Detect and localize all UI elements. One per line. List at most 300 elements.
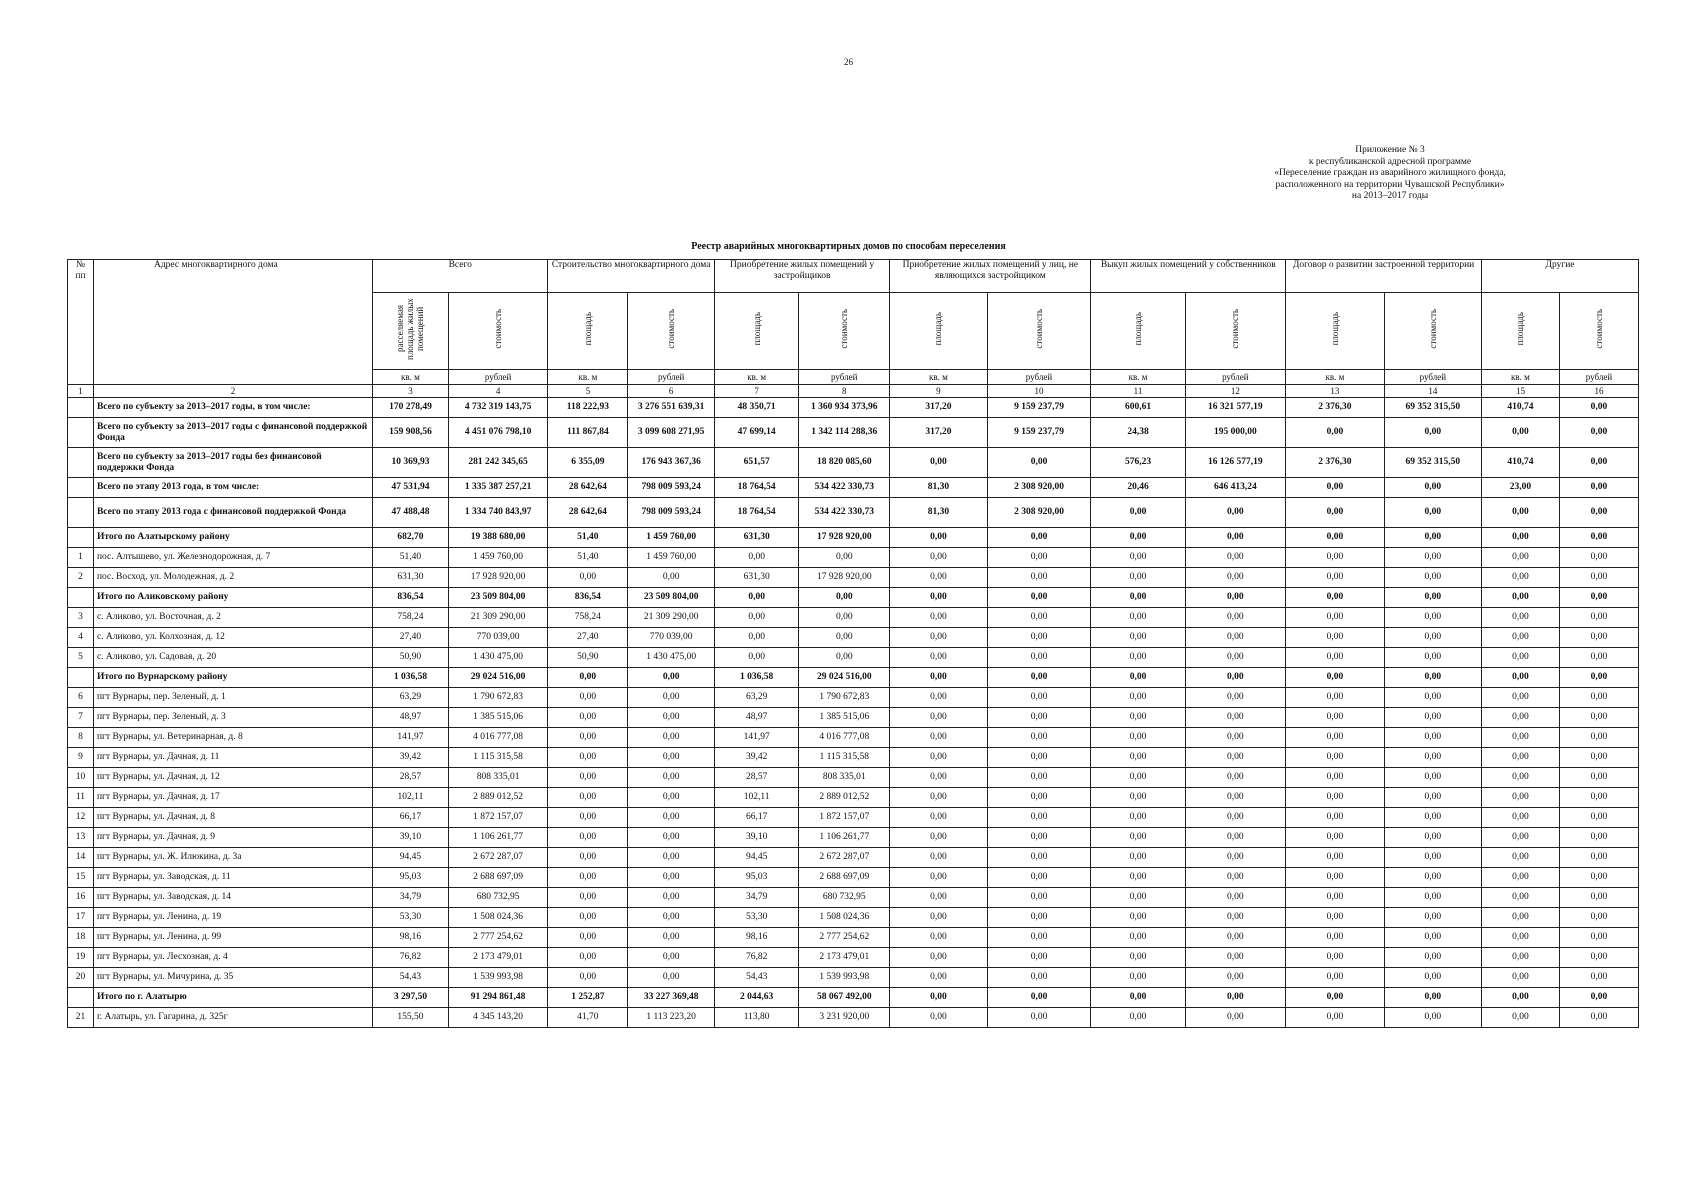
header-cost: стоимость <box>987 293 1091 370</box>
row-number: 6 <box>68 688 94 708</box>
cost-cell: 0,00 <box>628 948 715 968</box>
cost-cell: 69 352 315,50 <box>1384 448 1481 478</box>
cost-cell: 0,00 <box>987 588 1091 608</box>
cost-cell: 0,00 <box>1384 608 1481 628</box>
cost-cell: 1 430 475,00 <box>448 648 548 668</box>
area-cell: 2 044,63 <box>714 988 798 1008</box>
header-group-total: Всего <box>373 260 548 293</box>
registry-table <box>67 259 1639 1028</box>
cost-cell: 0,00 <box>987 968 1091 988</box>
cost-cell: 534 422 330,73 <box>799 478 890 498</box>
area-cell: 0,00 <box>548 728 628 748</box>
column-number: 12 <box>1185 385 1286 398</box>
area-cell: 51,40 <box>548 528 628 548</box>
area-cell: 48,97 <box>373 708 449 728</box>
total-row <box>68 588 1639 608</box>
cost-cell: 23 509 804,00 <box>628 588 715 608</box>
area-cell: 0,00 <box>1482 548 1560 568</box>
cost-cell: 0,00 <box>1559 588 1638 608</box>
area-cell: 102,11 <box>373 788 449 808</box>
address-cell: пгт Вурнары, ул. Дачная, д. 17 <box>93 788 372 808</box>
area-cell: 63,29 <box>373 688 449 708</box>
area-cell: 0,00 <box>1091 748 1185 768</box>
cost-cell: 0,00 <box>628 688 715 708</box>
area-cell: 0,00 <box>1286 1008 1384 1028</box>
area-cell: 20,46 <box>1091 478 1185 498</box>
cost-cell: 0,00 <box>1384 988 1481 1008</box>
row-number: 14 <box>68 848 94 868</box>
address-cell: с. Аликово, ул. Восточная, д. 2 <box>93 608 372 628</box>
row-number: 3 <box>68 608 94 628</box>
area-cell: 0,00 <box>1286 788 1384 808</box>
cost-cell: 0,00 <box>1559 548 1638 568</box>
cost-cell: 0,00 <box>1559 988 1638 1008</box>
row-number: 20 <box>68 968 94 988</box>
table-row <box>68 768 1639 788</box>
cost-cell: 0,00 <box>987 948 1091 968</box>
total-row <box>68 528 1639 548</box>
area-cell: 2 376,30 <box>1286 448 1384 478</box>
cost-cell: 0,00 <box>1384 548 1481 568</box>
cost-cell: 1 790 672,83 <box>799 688 890 708</box>
area-cell: 0,00 <box>1091 568 1185 588</box>
area-cell: 0,00 <box>714 628 798 648</box>
area-cell: 0,00 <box>1091 888 1185 908</box>
cost-cell: 21 309 290,00 <box>628 608 715 628</box>
row-number: 12 <box>68 808 94 828</box>
area-cell: 0,00 <box>1286 418 1384 448</box>
cost-cell: 0,00 <box>1384 1008 1481 1028</box>
cost-cell: 0,00 <box>1559 868 1638 888</box>
cost-cell: 0,00 <box>628 928 715 948</box>
area-cell: 0,00 <box>1091 808 1185 828</box>
unit-area: кв. м <box>1286 370 1384 385</box>
column-number: 10 <box>987 385 1091 398</box>
cost-cell: 9 159 237,79 <box>987 398 1091 418</box>
cost-cell: 0,00 <box>628 828 715 848</box>
cost-cell: 0,00 <box>1185 928 1286 948</box>
cost-cell: 2 173 479,01 <box>799 948 890 968</box>
unit-area: кв. м <box>1091 370 1185 385</box>
cost-cell: 0,00 <box>1384 478 1481 498</box>
address-cell: пгт Вурнары, ул. Ленина, д. 19 <box>93 908 372 928</box>
table-row <box>68 548 1639 568</box>
cost-cell: 0,00 <box>628 668 715 688</box>
area-cell: 0,00 <box>548 768 628 788</box>
area-cell: 0,00 <box>1482 868 1560 888</box>
area-cell: 0,00 <box>1286 568 1384 588</box>
area-cell: 34,79 <box>373 888 449 908</box>
address-cell: пгт Вурнары, пер. Зеленый, д. 3 <box>93 708 372 728</box>
cost-cell: 4 451 076 798,10 <box>448 418 548 448</box>
area-cell: 0,00 <box>1286 708 1384 728</box>
row-number: 11 <box>68 788 94 808</box>
area-cell: 0,00 <box>548 568 628 588</box>
cost-cell: 2 173 479,01 <box>448 948 548 968</box>
column-number: 8 <box>799 385 890 398</box>
cost-cell: 0,00 <box>628 888 715 908</box>
area-cell: 631,30 <box>714 568 798 588</box>
column-number: 11 <box>1091 385 1185 398</box>
area-cell: 0,00 <box>1091 988 1185 1008</box>
header-address: Адрес многоквартирного дома <box>93 260 372 385</box>
address-cell: Итого по Аликовскому району <box>93 588 372 608</box>
cost-cell: 0,00 <box>987 768 1091 788</box>
table-row <box>68 688 1639 708</box>
header-group-other: Другие <box>1482 260 1639 293</box>
table-row <box>68 1008 1639 1028</box>
cost-cell: 534 422 330,73 <box>799 498 890 528</box>
area-cell: 0,00 <box>1482 648 1560 668</box>
cost-cell: 0,00 <box>628 568 715 588</box>
area-cell: 0,00 <box>714 588 798 608</box>
column-number-row <box>68 385 1639 398</box>
area-cell: 41,70 <box>548 1008 628 1028</box>
area-cell: 66,17 <box>714 808 798 828</box>
area-cell: 1 036,58 <box>714 668 798 688</box>
cost-cell: 1 790 672,83 <box>448 688 548 708</box>
area-cell: 0,00 <box>890 648 987 668</box>
area-cell: 0,00 <box>548 968 628 988</box>
cost-cell: 16 321 577,19 <box>1185 398 1286 418</box>
area-cell: 0,00 <box>890 688 987 708</box>
cost-cell: 0,00 <box>1185 588 1286 608</box>
cost-cell: 0,00 <box>1185 828 1286 848</box>
area-cell: 53,30 <box>373 908 449 928</box>
header-area: площадь <box>1091 293 1185 370</box>
area-cell: 0,00 <box>1482 1008 1560 1028</box>
area-cell: 6 355,09 <box>548 448 628 478</box>
area-cell: 836,54 <box>373 588 449 608</box>
unit-area: кв. м <box>890 370 987 385</box>
area-cell: 0,00 <box>1286 608 1384 628</box>
cost-cell: 0,00 <box>1559 1008 1638 1028</box>
area-cell: 0,00 <box>1482 528 1560 548</box>
area-cell: 141,97 <box>373 728 449 748</box>
area-cell: 317,20 <box>890 398 987 418</box>
area-cell: 0,00 <box>890 908 987 928</box>
area-cell: 0,00 <box>1286 748 1384 768</box>
area-cell: 600,61 <box>1091 398 1185 418</box>
area-cell: 0,00 <box>890 568 987 588</box>
area-cell: 27,40 <box>373 628 449 648</box>
area-cell: 0,00 <box>1286 988 1384 1008</box>
cost-cell: 58 067 492,00 <box>799 988 890 1008</box>
area-cell: 0,00 <box>890 848 987 868</box>
cost-cell: 0,00 <box>1185 1008 1286 1028</box>
cost-cell: 0,00 <box>987 848 1091 868</box>
area-cell: 0,00 <box>890 668 987 688</box>
area-cell: 0,00 <box>1482 728 1560 748</box>
cost-cell: 0,00 <box>987 528 1091 548</box>
cost-cell: 0,00 <box>628 788 715 808</box>
cost-cell: 3 099 608 271,95 <box>628 418 715 448</box>
cost-cell: 0,00 <box>1384 498 1481 528</box>
header-cost: стоимость <box>1185 293 1286 370</box>
cost-cell: 1 539 993,98 <box>448 968 548 988</box>
area-cell: 758,24 <box>373 608 449 628</box>
cost-cell: 0,00 <box>1559 848 1638 868</box>
header-area: площадь <box>1286 293 1384 370</box>
area-cell: 0,00 <box>1091 548 1185 568</box>
cost-cell: 0,00 <box>1384 588 1481 608</box>
address-cell: пос. Алтышево, ул. Железнодорожная, д. 7 <box>93 548 372 568</box>
row-number: 21 <box>68 1008 94 1028</box>
area-cell: 98,16 <box>714 928 798 948</box>
cost-cell: 0,00 <box>1559 608 1638 628</box>
cost-cell: 0,00 <box>1559 968 1638 988</box>
area-cell: 0,00 <box>1286 528 1384 548</box>
cost-cell: 0,00 <box>628 968 715 988</box>
cost-cell: 69 352 315,50 <box>1384 398 1481 418</box>
cost-cell: 0,00 <box>1559 448 1638 478</box>
cost-cell: 0,00 <box>1185 688 1286 708</box>
cost-cell: 0,00 <box>628 868 715 888</box>
cost-cell: 808 335,01 <box>448 768 548 788</box>
area-cell: 0,00 <box>1482 498 1560 528</box>
area-cell: 51,40 <box>373 548 449 568</box>
area-cell: 0,00 <box>1482 848 1560 868</box>
unit-cost: рублей <box>799 370 890 385</box>
area-cell: 1 252,87 <box>548 988 628 1008</box>
row-number <box>68 498 94 528</box>
cost-cell: 0,00 <box>628 908 715 928</box>
row-number <box>68 448 94 478</box>
row-number: 15 <box>68 868 94 888</box>
area-cell: 0,00 <box>890 628 987 648</box>
area-cell: 0,00 <box>890 608 987 628</box>
cost-cell: 0,00 <box>1559 928 1638 948</box>
cost-cell: 1 508 024,36 <box>448 908 548 928</box>
address-cell: пос. Восход, ул. Молодежная, д. 2 <box>93 568 372 588</box>
cost-cell: 0,00 <box>1559 908 1638 928</box>
cost-cell: 0,00 <box>1559 498 1638 528</box>
area-cell: 94,45 <box>714 848 798 868</box>
area-cell: 0,00 <box>1482 418 1560 448</box>
area-cell: 0,00 <box>890 888 987 908</box>
cost-cell: 0,00 <box>799 608 890 628</box>
cost-cell: 0,00 <box>1384 948 1481 968</box>
row-number <box>68 668 94 688</box>
address-cell: пгт Вурнары, ул. Заводская, д. 11 <box>93 868 372 888</box>
area-cell: 0,00 <box>1091 498 1185 528</box>
cost-cell: 0,00 <box>1185 868 1286 888</box>
cost-cell: 0,00 <box>628 728 715 748</box>
area-cell: 0,00 <box>1286 808 1384 828</box>
area-cell: 48,97 <box>714 708 798 728</box>
area-cell: 0,00 <box>890 828 987 848</box>
area-cell: 0,00 <box>1091 948 1185 968</box>
area-cell: 0,00 <box>1482 828 1560 848</box>
column-number: 2 <box>93 385 372 398</box>
area-cell: 0,00 <box>1091 688 1185 708</box>
cost-cell: 646 413,24 <box>1185 478 1286 498</box>
area-cell: 3 297,50 <box>373 988 449 1008</box>
row-number <box>68 528 94 548</box>
column-number: 15 <box>1482 385 1560 398</box>
area-cell: 0,00 <box>1286 908 1384 928</box>
area-cell: 317,20 <box>890 418 987 448</box>
unit-cost: рублей <box>987 370 1091 385</box>
address-cell: пгт Вурнары, пер. Зеленый, д. 1 <box>93 688 372 708</box>
header-group-developers: Приобретение жилых помещений у застройщиков <box>714 260 889 293</box>
header-group-development-contract: Договор о развитии застроенной территории <box>1286 260 1482 293</box>
area-cell: 0,00 <box>548 688 628 708</box>
area-cell: 0,00 <box>548 808 628 828</box>
area-cell: 50,90 <box>373 648 449 668</box>
area-cell: 53,30 <box>714 908 798 928</box>
area-cell: 0,00 <box>1482 948 1560 968</box>
header-group-construction: Строительство многоквартирного дома <box>548 260 715 293</box>
area-cell: 631,30 <box>714 528 798 548</box>
cost-cell: 0,00 <box>987 728 1091 748</box>
area-cell: 0,00 <box>1091 668 1185 688</box>
table-row <box>68 848 1639 868</box>
cost-cell: 0,00 <box>1384 528 1481 548</box>
cost-cell: 0,00 <box>1559 788 1638 808</box>
cost-cell: 0,00 <box>987 788 1091 808</box>
cost-cell: 0,00 <box>799 548 890 568</box>
cost-cell: 0,00 <box>1185 668 1286 688</box>
area-cell: 0,00 <box>1286 688 1384 708</box>
area-cell: 27,40 <box>548 628 628 648</box>
area-cell: 0,00 <box>890 808 987 828</box>
cost-cell: 23 509 804,00 <box>448 588 548 608</box>
area-cell: 0,00 <box>1091 528 1185 548</box>
cost-cell: 17 928 920,00 <box>799 528 890 548</box>
area-cell: 0,00 <box>1482 708 1560 728</box>
area-cell: 0,00 <box>548 908 628 928</box>
cost-cell: 0,00 <box>1384 768 1481 788</box>
cost-cell: 4 016 777,08 <box>799 728 890 748</box>
area-cell: 170 278,49 <box>373 398 449 418</box>
cost-cell: 0,00 <box>1559 748 1638 768</box>
address-cell: Всего по субъекту за 2013–2017 годы без финансовой поддержки Фонда <box>93 448 372 478</box>
area-cell: 24,38 <box>1091 418 1185 448</box>
address-cell: пгт Вурнары, ул. Дачная, д. 11 <box>93 748 372 768</box>
cost-cell: 0,00 <box>1384 868 1481 888</box>
area-cell: 1 036,58 <box>373 668 449 688</box>
cost-cell: 0,00 <box>1185 568 1286 588</box>
area-cell: 0,00 <box>1286 968 1384 988</box>
cost-cell: 1 115 315,58 <box>448 748 548 768</box>
address-cell: пгт Вурнары, ул. Лесхозная, д. 4 <box>93 948 372 968</box>
cost-cell: 2 688 697,09 <box>448 868 548 888</box>
cost-cell: 0,00 <box>628 768 715 788</box>
table-row <box>68 748 1639 768</box>
header-area: площадь <box>1482 293 1560 370</box>
cost-cell: 0,00 <box>987 868 1091 888</box>
cost-cell: 0,00 <box>1185 768 1286 788</box>
row-number: 13 <box>68 828 94 848</box>
cost-cell: 0,00 <box>987 608 1091 628</box>
area-cell: 651,57 <box>714 448 798 478</box>
cost-cell: 2 308 920,00 <box>987 478 1091 498</box>
cost-cell: 0,00 <box>1559 828 1638 848</box>
cost-cell: 0,00 <box>628 708 715 728</box>
cost-cell: 770 039,00 <box>628 628 715 648</box>
row-number: 10 <box>68 768 94 788</box>
table-row <box>68 868 1639 888</box>
header-cost: стоимость <box>628 293 715 370</box>
cost-cell: 2 889 012,52 <box>799 788 890 808</box>
cost-cell: 798 009 593,24 <box>628 478 715 498</box>
cost-cell: 680 732,95 <box>448 888 548 908</box>
address-cell: Всего по субъекту за 2013–2017 годы с финансовой поддержкой Фонда <box>93 418 372 448</box>
cost-cell: 0,00 <box>987 888 1091 908</box>
area-cell: 10 369,93 <box>373 448 449 478</box>
area-cell: 34,79 <box>714 888 798 908</box>
area-cell: 0,00 <box>714 608 798 628</box>
area-cell: 28 642,64 <box>548 478 628 498</box>
row-number: 5 <box>68 648 94 668</box>
header-resettled-area: расселяемая площадь жилых помещений <box>373 293 449 370</box>
cost-cell: 0,00 <box>1384 908 1481 928</box>
cost-cell: 3 231 920,00 <box>799 1008 890 1028</box>
area-cell: 0,00 <box>1482 908 1560 928</box>
area-cell: 94,45 <box>373 848 449 868</box>
area-cell: 0,00 <box>714 548 798 568</box>
total-row <box>68 988 1639 1008</box>
area-cell: 0,00 <box>1286 888 1384 908</box>
table-row <box>68 828 1639 848</box>
cost-cell: 0,00 <box>987 448 1091 478</box>
cost-cell: 0,00 <box>1384 568 1481 588</box>
row-number: 7 <box>68 708 94 728</box>
header-group-buyout: Выкуп жилых помещений у собственников <box>1091 260 1286 293</box>
area-cell: 47 531,94 <box>373 478 449 498</box>
area-cell: 0,00 <box>1286 928 1384 948</box>
table-row <box>68 808 1639 828</box>
address-cell: с. Аликово, ул. Колхозная, д. 12 <box>93 628 372 648</box>
cost-cell: 0,00 <box>1185 528 1286 548</box>
area-cell: 2 376,30 <box>1286 398 1384 418</box>
cost-cell: 29 024 516,00 <box>799 668 890 688</box>
area-cell: 0,00 <box>1091 648 1185 668</box>
cost-cell: 0,00 <box>987 928 1091 948</box>
address-cell: Итого по Алатырскому району <box>93 528 372 548</box>
address-cell: пгт Вурнары, ул. Ленина, д. 99 <box>93 928 372 948</box>
appendix-line: «Переселение граждан из аварийного жилищного фонда, <box>1274 168 1506 178</box>
area-cell: 0,00 <box>1286 728 1384 748</box>
table-row <box>68 728 1639 748</box>
address-cell: Всего по этапу 2013 года, в том числе: <box>93 478 372 498</box>
cost-cell: 1 106 261,77 <box>799 828 890 848</box>
area-cell: 95,03 <box>714 868 798 888</box>
table-row <box>68 888 1639 908</box>
area-cell: 0,00 <box>1286 628 1384 648</box>
area-cell: 0,00 <box>1091 908 1185 928</box>
cost-cell: 0,00 <box>1384 648 1481 668</box>
area-cell: 0,00 <box>548 948 628 968</box>
cost-cell: 2 672 287,07 <box>799 848 890 868</box>
cost-cell: 4 016 777,08 <box>448 728 548 748</box>
cost-cell: 0,00 <box>987 1008 1091 1028</box>
area-cell: 51,40 <box>548 548 628 568</box>
table-row <box>68 628 1639 648</box>
cost-cell: 0,00 <box>987 748 1091 768</box>
area-cell: 113,80 <box>714 1008 798 1028</box>
area-cell: 0,00 <box>890 1008 987 1028</box>
area-cell: 0,00 <box>1482 608 1560 628</box>
cost-cell: 1 335 387 257,21 <box>448 478 548 498</box>
unit-cost: рублей <box>1559 370 1638 385</box>
row-number: 2 <box>68 568 94 588</box>
area-cell: 102,11 <box>714 788 798 808</box>
area-cell: 23,00 <box>1482 478 1560 498</box>
area-cell: 39,42 <box>714 748 798 768</box>
cost-cell: 0,00 <box>1384 728 1481 748</box>
